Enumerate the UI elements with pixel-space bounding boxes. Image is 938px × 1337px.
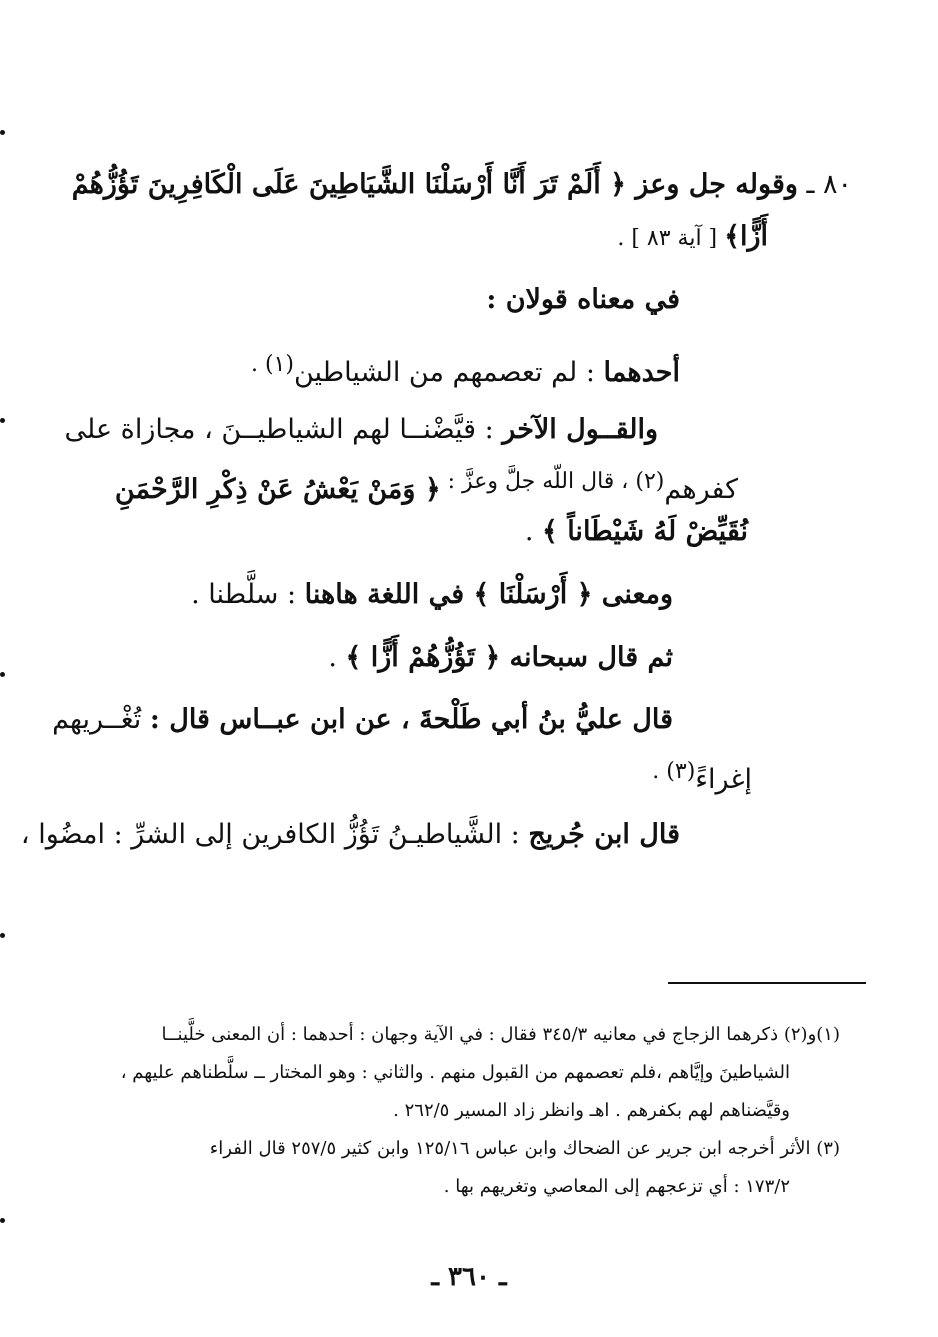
- footnote-ref-1: (١) .: [250, 352, 294, 377]
- text-line-11: إغراءً$^{(٣) .}$: [652, 759, 752, 795]
- text-line-4: أحدهما : لم تعصمهم من الشياطين$^{(١) .}$: [250, 352, 680, 388]
- footnote-line-1: (١)و(٢) ذكرهما الزجاج في معانيه ٣٤٥/٣ فقال : في الآية وجهان : أحدهما : أن المعنى خلَّينــا: [161, 1024, 840, 1045]
- verse-reference: [ آية ٨٣ ] .: [617, 226, 725, 251]
- footnote-line-4: (٣) الأثر أخرجه ابن جرير عن الضحاك وابن عباس ١٢٥/١٦ وابن كثير ٢٥٧/٥ قال الفراء: [209, 1138, 840, 1159]
- footnote-ref-2: (٢) ، قال اللّه جلَّ وعزَّ :: [440, 469, 665, 494]
- text-line-10: قال عليُّ بنُ أبي طَلْحةَ ، عن ابن عبــاس قال : تُغْــريهم: [52, 704, 673, 735]
- margin-mark: [0, 130, 5, 135]
- footnote-line-3: وقيَّضناهم لهم بكفرهم . اهـ وانظر زاد المسير ٢٦٢/٥ .: [393, 1100, 790, 1121]
- footnote-line-5: ١٧٣/٢ : أي تزعجهم إلى المعاصي وتغريهم بها .: [443, 1176, 790, 1197]
- text-line-7: نُقَيِّضْ لَهُ شَيْطَاناً ﴾ .: [524, 516, 748, 547]
- section-heading: في معناه قولان :: [486, 284, 680, 315]
- text-line-2: [70, 217, 768, 259]
- verse-quote-2: ﴿ وَمَنْ يَعْشُ عَنْ ذِكْرِ الرَّحْمَنِ: [114, 474, 441, 505]
- verse-quote: وقوله جل وعز ﴿ أَلَمْ تَرَ أَنَّا أَرْسَلْنَا الشَّيَاطِينَ عَلَى الْكَافِرِينَ تَؤُزُّهُمْ: [71, 169, 798, 200]
- text-line-5: والقــول الآخر : قيَّضْنــا لهم الشياطيــنَ ، مجازاة على: [64, 414, 658, 445]
- page-number: ـ ٣٦٠ ـ: [431, 1262, 507, 1292]
- margin-mark: [0, 933, 5, 938]
- footnote-line-2: الشياطينَ وإيَّاهم ،فلم تعصمهم من القبول منهم . والثاني : وهو المختار ــ سلَّطناهم عليهم ،: [120, 1062, 790, 1083]
- text-line-1: [70, 165, 852, 205]
- first-opinion-label: أحدهما: [603, 357, 680, 388]
- verse-quote-end: أَزًّا﴾: [724, 221, 768, 252]
- text-line-12: قال ابن جُريج : الشَّياطيـنُ تَؤُزُّ الكافرين إلى الشرِّ : امضُوا ،: [20, 819, 680, 850]
- second-opinion-label: والقــول الآخر: [502, 414, 658, 445]
- text-line-9: ثم قال سبحانه ﴿ تَؤُزُّهُمْ أَزًّا ﴾ .: [328, 642, 673, 673]
- verse-quote-2-end: نُقَيِّضْ لَهُ شَيْطَاناً ﴾: [541, 516, 748, 547]
- text-line-8: ومعنى ﴿ أَرْسَلْنَا ﴾ في اللغة هاهنا : سلَّطنا .: [191, 579, 673, 610]
- margin-mark: [0, 418, 5, 423]
- margin-mark: [0, 1218, 5, 1223]
- margin-mark: [0, 672, 5, 677]
- item-number: ٨٠ ـ: [797, 169, 852, 200]
- footnote-ref-3: (٣) .: [652, 759, 696, 784]
- text-line-6: كفرهم$^{(٢) ، قال اللّه جلَّ وعزَّ :}$ ﴿ وَمَنْ يَعْشُ عَنْ ذِكْرِ الرَّحْمَنِ: [114, 469, 738, 505]
- footnote-divider: [668, 982, 866, 984]
